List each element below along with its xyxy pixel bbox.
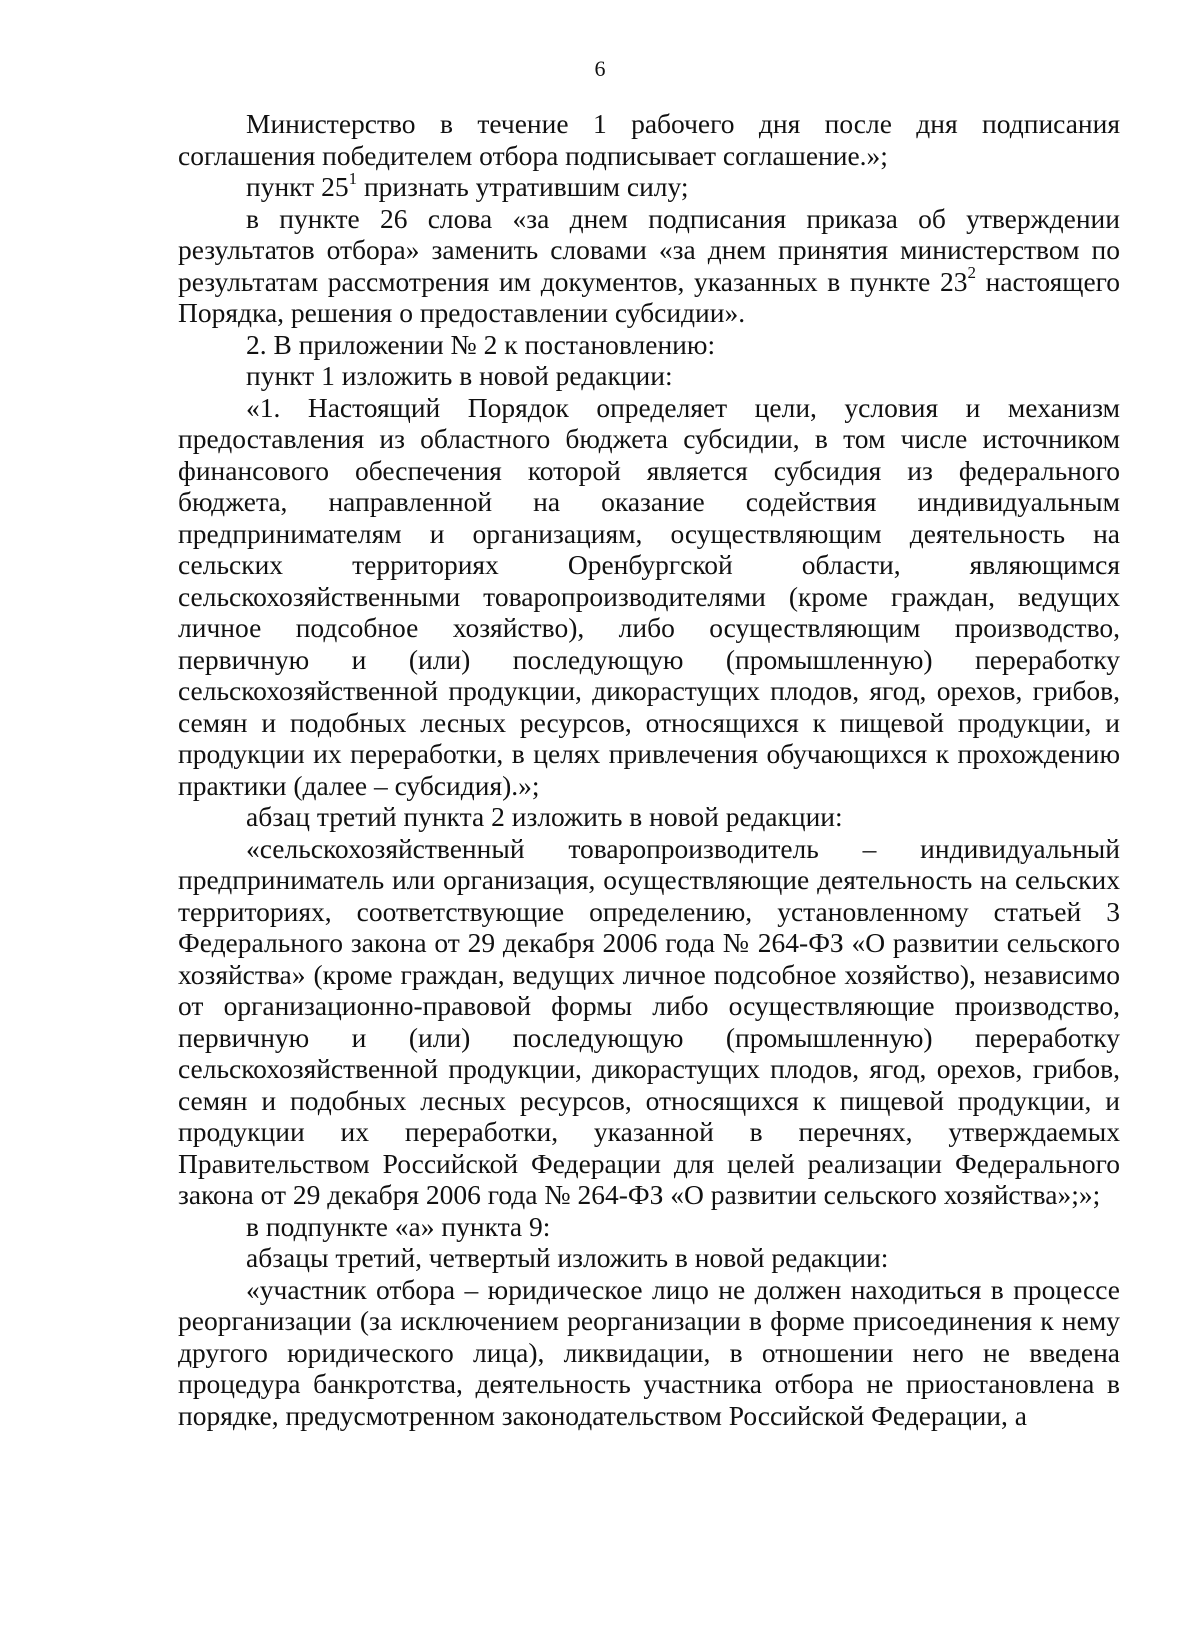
paragraph-producer-definition	[178, 833, 1120, 1211]
paragraph-text: настоящего Порядка, решения о предоставлении субсидии».	[178, 265, 1120, 328]
superscript: 1	[348, 168, 358, 188]
paragraph-ministry-signs	[178, 108, 1120, 171]
paragraph-point-1-new-edition	[178, 360, 1120, 392]
paragraph-abzacy-new-edition	[178, 1242, 1120, 1274]
paragraph-text: 2. В приложении № 2 к постановлению:	[246, 328, 716, 360]
paragraph-text: Министерство в течение 1 рабочего дня после дня подписания соглашения победителем отбора подписывает соглашение.»;	[178, 108, 1120, 171]
paragraph-text: абзацы третий, четвертый изложить в новой редакции:	[246, 1242, 889, 1273]
paragraph-text: пункт 1 изложить в новой редакции:	[246, 360, 673, 391]
paragraph-point-2-abzac	[178, 801, 1120, 833]
page-number: 6	[594, 56, 606, 81]
paragraph-text: абзац третий пункта 2 изложить в новой редакции:	[246, 801, 843, 832]
paragraph-subpoint-a	[178, 1211, 1120, 1243]
paragraph-appendix-2	[178, 329, 1120, 361]
paragraph-text: пункт 25	[246, 171, 349, 202]
paragraph-point-1-text	[178, 392, 1120, 802]
superscript: 2	[967, 263, 976, 283]
paragraph-text: в пункте 26 слова «за днем подписания приказа об утверждении результатов отбора» заменить словами «за днем принятия министерством по результатам рассмотрения им документов, указанных в пункте 23	[178, 202, 1120, 297]
paragraph-text: в подпункте «а» пункта 9:	[246, 1210, 551, 1242]
paragraph-text: «1. Настоящий Порядок определяет цели, условия и механизм предоставления из областного бюджета субсидии, в том числе источником финансового обеспечения которой является субсидия из федерального бюджета, направленной на оказание содействия индивидуальным предпринимателям и организациям, осуществляющим деятельность на сельских территориях Оренбургской области, являющимся сельскохозяйственными товаропроизводителями (кроме граждан, ведущих личное подсобное хозяйство), либо осуществляющим производство, первичную и (или) последующую (промышленную) переработку сельскохозяйственной продукции, дикорастущих плодов, ягод, орехов, грибов, семян и подобных лесных ресурсов, относящихся к пищевой продукции, и продукции их переработки, в целях привлечения обучающихся к прохождению практики (далее – субсидия).»;	[178, 391, 1120, 801]
paragraph-participant-requirements	[178, 1274, 1120, 1432]
paragraph-text: признать утратившим силу;	[357, 171, 689, 202]
paragraph-point-26	[178, 203, 1120, 329]
paragraph-point-25-1	[178, 168, 1120, 203]
document-body	[178, 108, 1120, 1431]
paragraph-text: «сельскохозяйственный товаропроизводитель – индивидуальный предприниматель или организация, осуществляющие деятельность на сельских территориях, соответствующие определению, установленному статьей 3 Федерального закона от 29 декабря 2006 года № 264-ФЗ «О развитии сельского хозяйства» (кроме граждан, ведущих личное подсобное хозяйство), независимо от организационно-правовой формы либо осуществляющие производство, первичную и (или) последующую (промышленную) переработку сельскохозяйственной продукции, дикорастущих плодов, ягод, орехов, грибов, семян и подобных лесных ресурсов, относящихся к пищевой продукции, и продукции их переработки, указанной в перечнях, утверждаемых Правительством Российской Федерации для целей реализации Федерального закона от 29 декабря 2006 года № 264-ФЗ «О развитии сельского хозяйства»;»;	[178, 832, 1120, 1210]
paragraph-text: «участник отбора – юридическое лицо не должен находиться в процессе реорганизации (за исключением реорганизации в форме присоединения к нему другого юридического лица), ликвидации, в отношении него не введена процедура банкротства, деятельность участника отбора не приостановлена в порядке, предусмотренном законодательством Российской Федерации, а	[178, 1273, 1120, 1431]
